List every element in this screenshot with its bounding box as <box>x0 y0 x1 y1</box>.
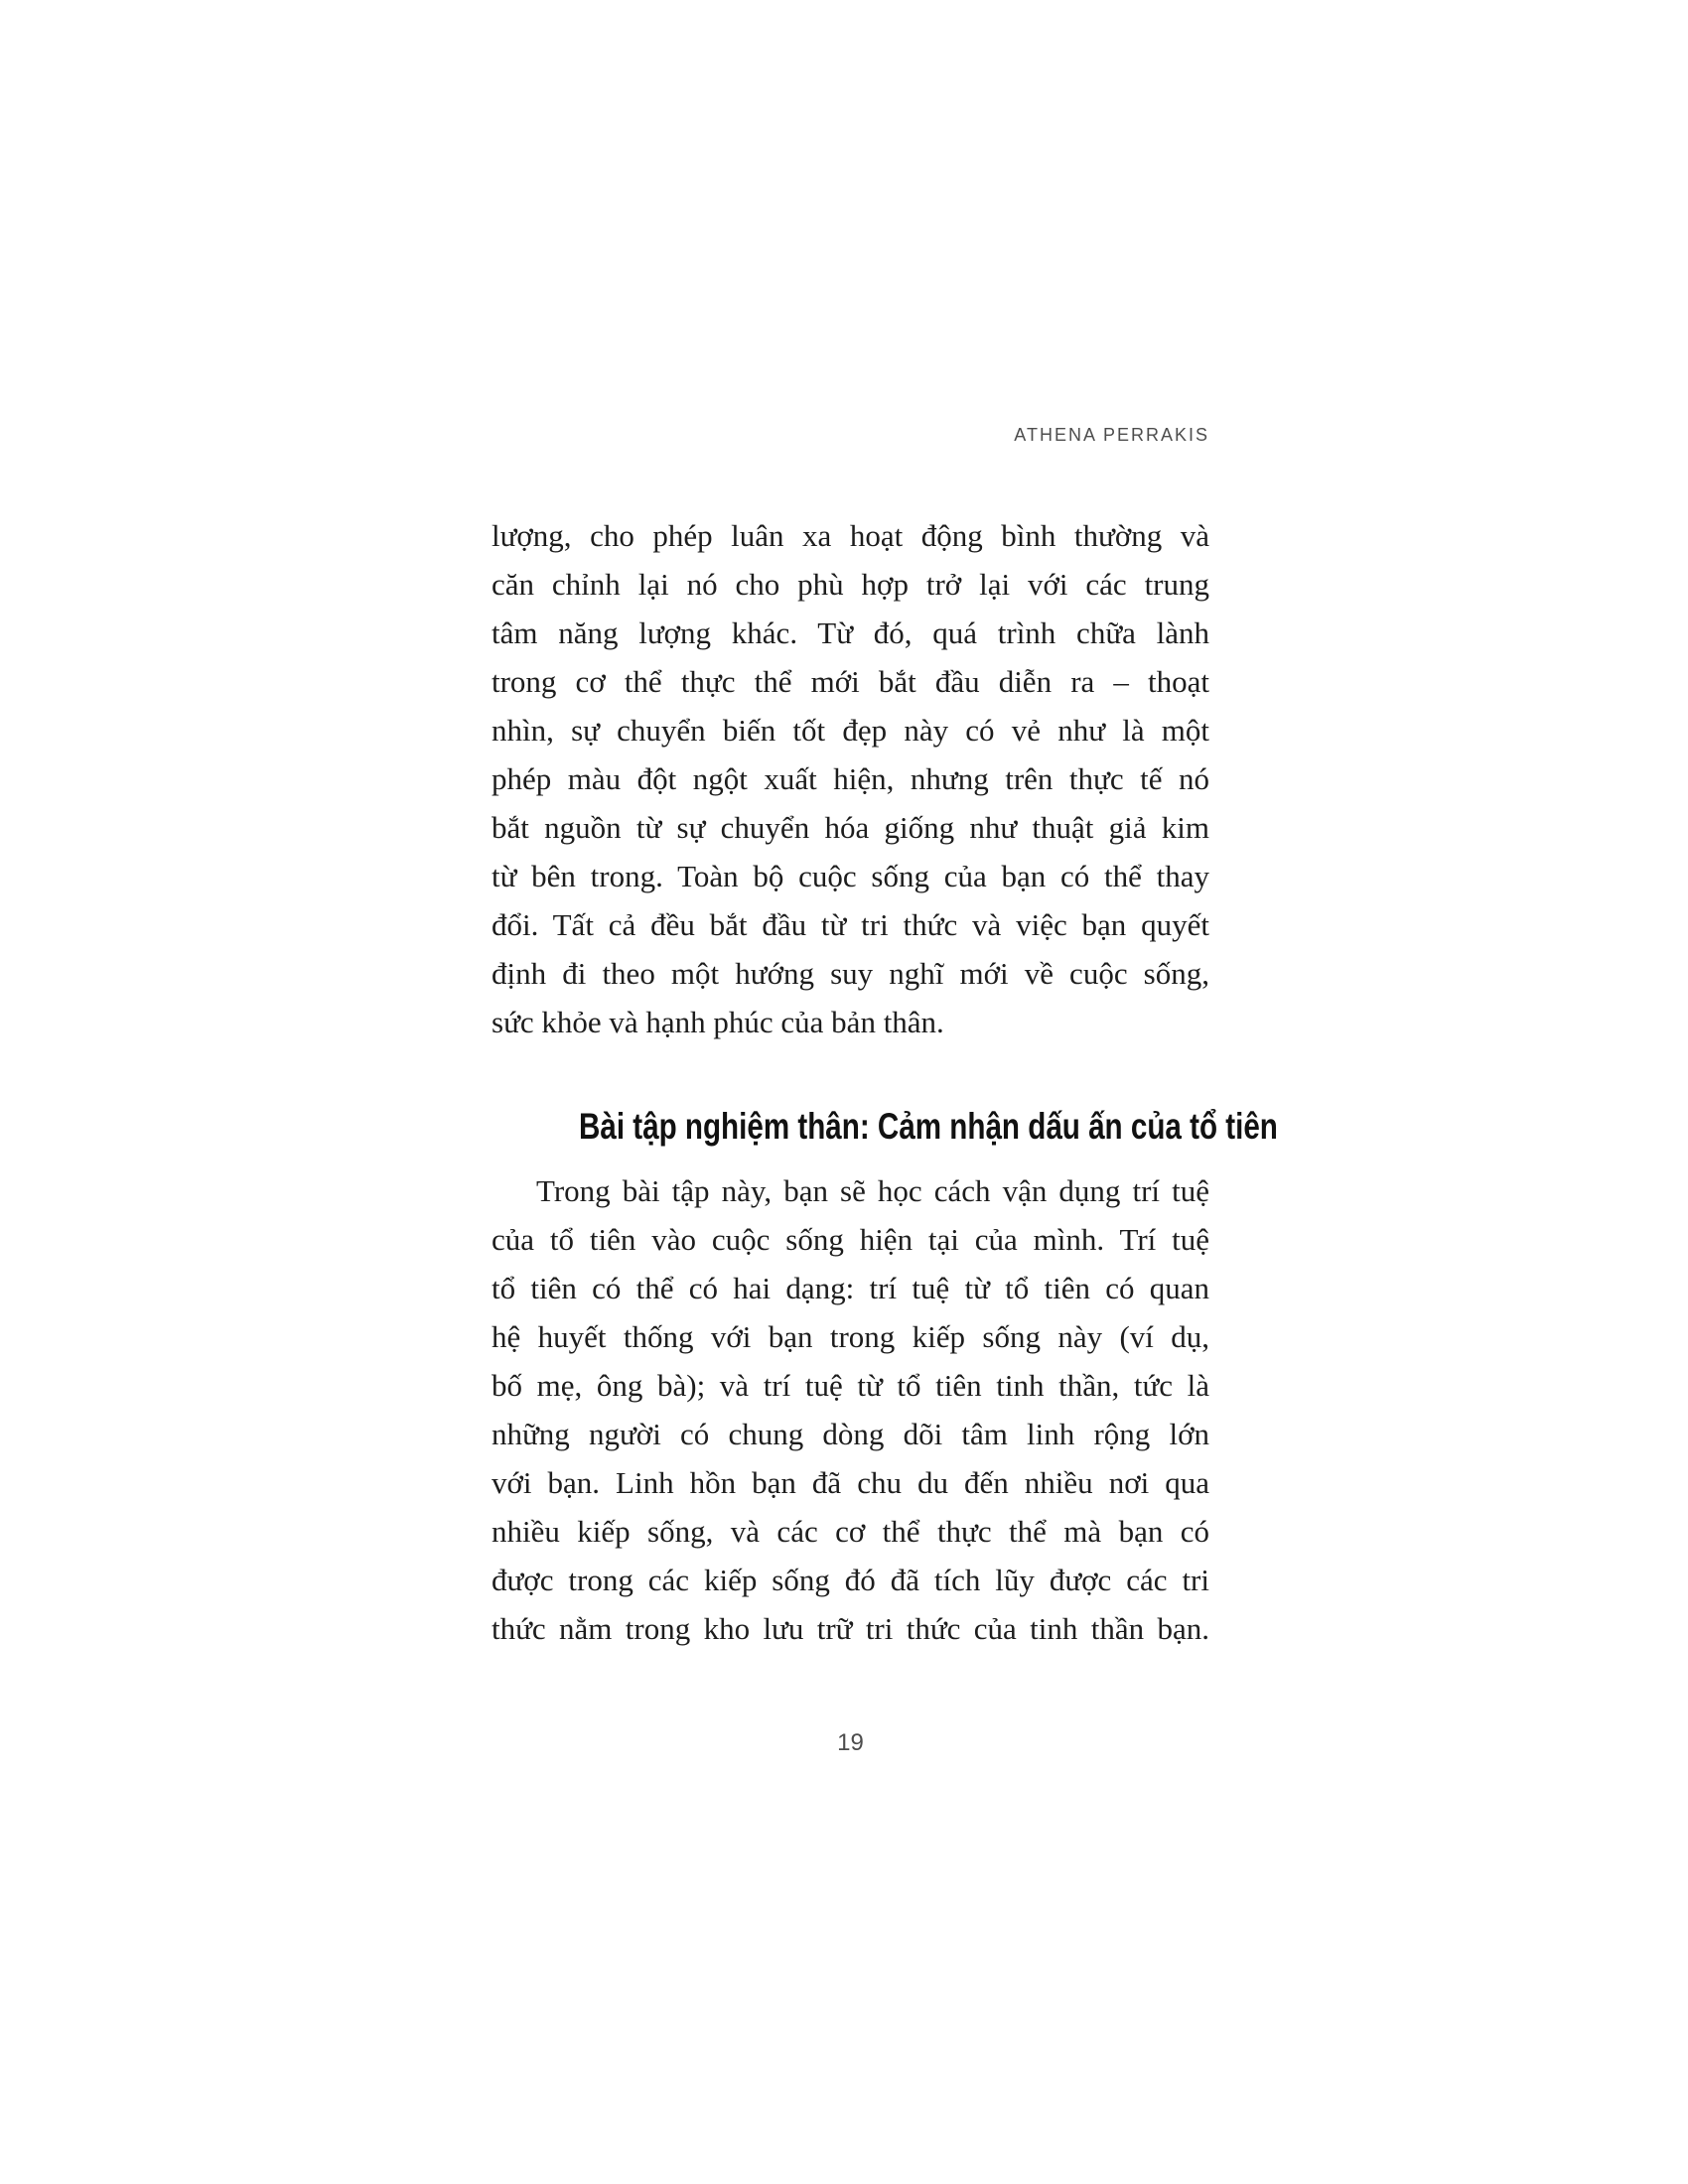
text-line: của tổ tiên vào cuộc sống hiện tại của mình. Trí tuệ <box>492 1222 1209 1257</box>
text-line: bắt nguồn từ sự chuyển hóa giống như thuật giả kim <box>492 810 1209 845</box>
text-line: đổi. Tất cả đều bắt đầu từ tri thức và việc bạn quyết <box>492 907 1209 942</box>
text-line: sức khỏe và hạnh phúc của bản thân. <box>492 1005 944 1039</box>
text-line: tâm năng lượng khác. Từ đó, quá trình chữa lành <box>492 615 1209 650</box>
text-line: phép màu đột ngột xuất hiện, nhưng trên thực tế nó <box>492 761 1209 796</box>
running-header-author: ATHENA PERRAKIS <box>1014 425 1209 445</box>
section-heading <box>492 1102 1278 1151</box>
text-line: tổ tiên có thể có hai dạng: trí tuệ từ tổ tiên có quan <box>492 1271 1209 1305</box>
page-number: 19 <box>837 1729 864 1756</box>
text-column <box>492 511 1278 1653</box>
paragraph-exercise <box>492 1166 1209 1653</box>
text-line: được trong các kiếp sống đó đã tích lũy được các tri <box>492 1563 1209 1597</box>
text-line: bố mẹ, ông bà); và trí tuệ từ tổ tiên tinh thần, tức là <box>492 1368 1209 1403</box>
text-line: lượng, cho phép luân xa hoạt động bình thường và <box>492 518 1209 553</box>
text-line: trong cơ thể thực thể mới bắt đầu diễn ra – thoạt <box>492 664 1209 699</box>
text-line: Trong bài tập này, bạn sẽ học cách vận dụng trí tuệ <box>536 1173 1209 1208</box>
text-line: với bạn. Linh hồn bạn đã chu du đến nhiều nơi qua <box>492 1465 1209 1500</box>
section-heading-text: Bài tập nghiệm thân: Cảm nhận dấu ấn của tổ tiên <box>578 1106 1278 1147</box>
text-line: những người có chung dòng dõi tâm linh rộng lớn <box>492 1417 1209 1451</box>
text-line: nhiều kiếp sống, và các cơ thể thực thể mà bạn có <box>492 1514 1209 1549</box>
text-line: thức nằm trong kho lưu trữ tri thức của tinh thần bạn. <box>492 1611 1209 1646</box>
text-line: hệ huyết thống với bạn trong kiếp sống này (ví dụ, <box>492 1319 1209 1354</box>
text-line: từ bên trong. Toàn bộ cuộc sống của bạn có thể thay <box>492 859 1209 893</box>
text-line: nhìn, sự chuyển biến tốt đẹp này có vẻ như là một <box>492 713 1209 748</box>
text-line: định đi theo một hướng suy nghĩ mới về cuộc sống, <box>492 956 1209 991</box>
text-line: căn chỉnh lại nó cho phù hợp trở lại với các trung <box>492 567 1209 602</box>
paragraph-continuation <box>492 511 1209 1046</box>
